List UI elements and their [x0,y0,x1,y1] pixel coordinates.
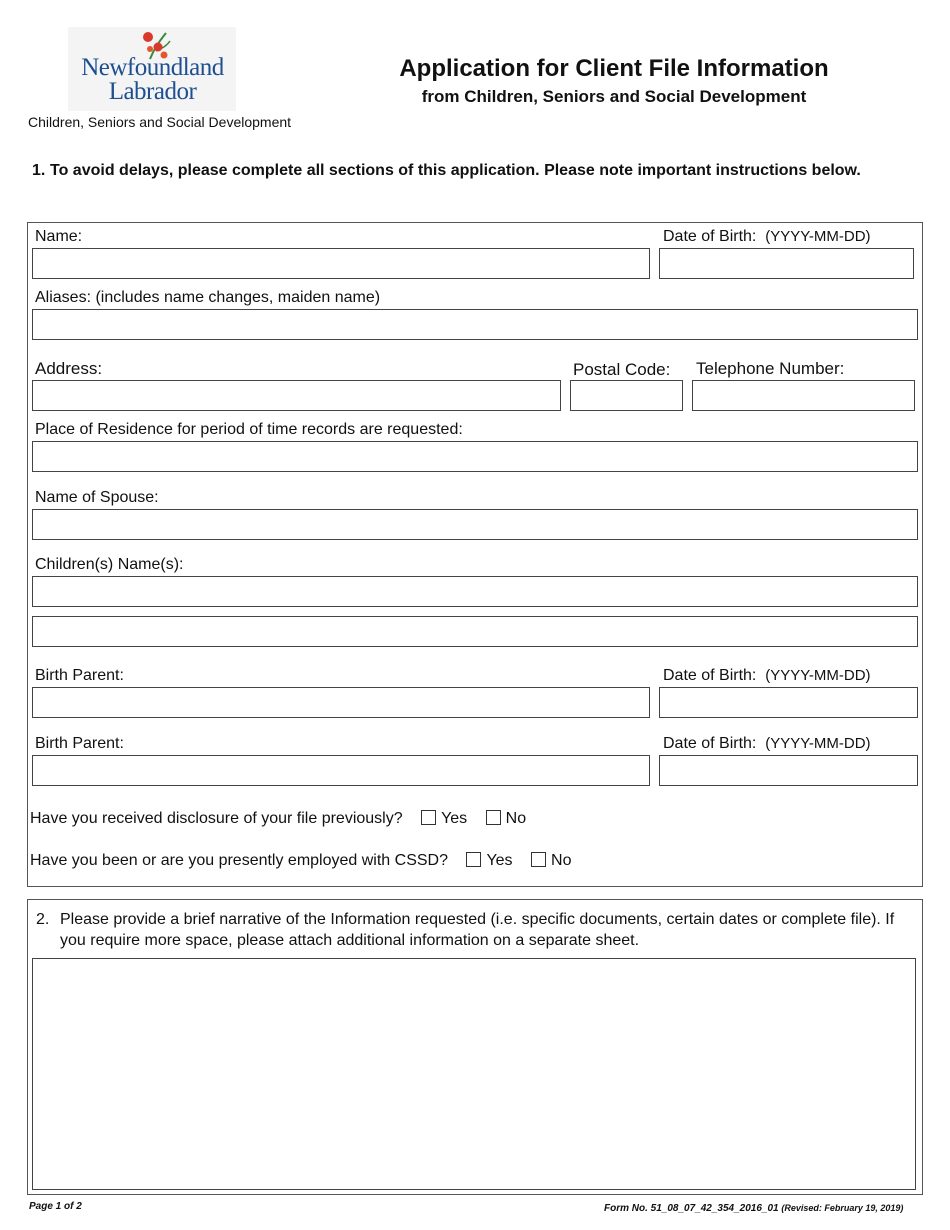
disclosure-no-option[interactable] [486,810,526,828]
disclosure-question-text: Have you received disclosure of your file previously? [30,810,403,827]
narrative-textarea[interactable] [32,958,916,1190]
birth-parent-2-label: Birth Parent: [35,735,124,752]
children-label: Children(s) Name(s): [35,556,184,573]
employment-yes-option[interactable] [466,852,512,870]
narrative-number: 2. [36,911,50,928]
page-title: Application for Client File Information [399,55,829,82]
address-label: Address: [35,359,103,378]
no-label: No [551,852,572,869]
dob-label [663,228,871,246]
dob-label-text: Date of Birth: [663,228,757,245]
children-input-2[interactable] [32,616,918,647]
postal-code-input[interactable] [570,380,683,411]
residence-input[interactable] [32,441,918,472]
page-subtitle: from Children, Seniors and Social Development [421,87,807,106]
spouse-input[interactable] [32,509,918,540]
disclosure-question [30,810,526,828]
name-input[interactable] [32,248,650,279]
dob-label-text: Date of Birth: [663,735,757,752]
dob-input[interactable] [659,248,914,279]
dob-format: (YYYY-MM-DD) [765,228,871,245]
birth-parent-2-dob-input[interactable] [659,755,918,786]
logo-department: Children, Seniors and Social Development [28,114,292,130]
birth-parent-1-dob-input[interactable] [659,687,918,718]
aliases-label: Aliases: (includes name changes, maiden name) [35,289,381,306]
aliases-input[interactable] [32,309,918,340]
dob-label-text: Date of Birth: [663,667,757,684]
children-input-1[interactable] [32,576,918,607]
instructions-text: To avoid delays, please complete all sections of this application. Please note important instructions below. [50,162,861,179]
birth-parent-2-input[interactable] [32,755,650,786]
birth-parent-2-dob-label [663,735,871,753]
narrative-text: Please provide a brief narrative of the Information requested (i.e. specific documents, certain dates or complete file). If you require more space, please attach additional information on a separate sheet. [60,911,895,949]
form-number-text: Form No. 51_08_07_42_354_2016_01 [604,1203,779,1214]
address-input[interactable] [32,380,561,411]
disclosure-no-checkbox[interactable] [486,810,501,825]
telephone-input[interactable] [692,380,915,411]
instructions-number: 1. [32,162,46,179]
yes-label: Yes [486,852,513,869]
birth-parent-1-dob-label [663,667,871,685]
disclosure-yes-checkbox[interactable] [421,810,436,825]
postal-code-label: Postal Code: [573,360,671,379]
employment-yes-checkbox[interactable] [466,852,481,867]
logo-line-1: Newfoundland [81,54,224,81]
birth-parent-1-label: Birth Parent: [35,667,124,684]
logo-wordmark [70,56,235,104]
name-label: Name: [35,228,83,245]
residence-label: Place of Residence for period of time records are requested: [35,421,463,438]
narrative-instructions [36,909,911,951]
employment-question-text: Have you been or are you presently employed with CSSD? [30,852,448,869]
employment-question [30,852,571,870]
dob-format: (YYYY-MM-DD) [765,667,871,684]
employment-no-option[interactable] [531,852,571,870]
dob-format: (YYYY-MM-DD) [765,735,871,752]
disclosure-yes-option[interactable] [421,810,467,828]
telephone-label: Telephone Number: [696,359,845,378]
birth-parent-1-input[interactable] [32,687,650,718]
no-label: No [505,810,527,827]
logo-line-2: Labrador [108,78,197,105]
yes-label: Yes [441,810,468,827]
form-number [604,1203,903,1214]
page-number: Page 1 of 2 [29,1201,82,1212]
employment-no-checkbox[interactable] [531,852,546,867]
spouse-label: Name of Spouse: [35,489,159,506]
instructions [32,161,912,181]
revision-date: (Revised: February 19, 2019) [781,1203,904,1213]
